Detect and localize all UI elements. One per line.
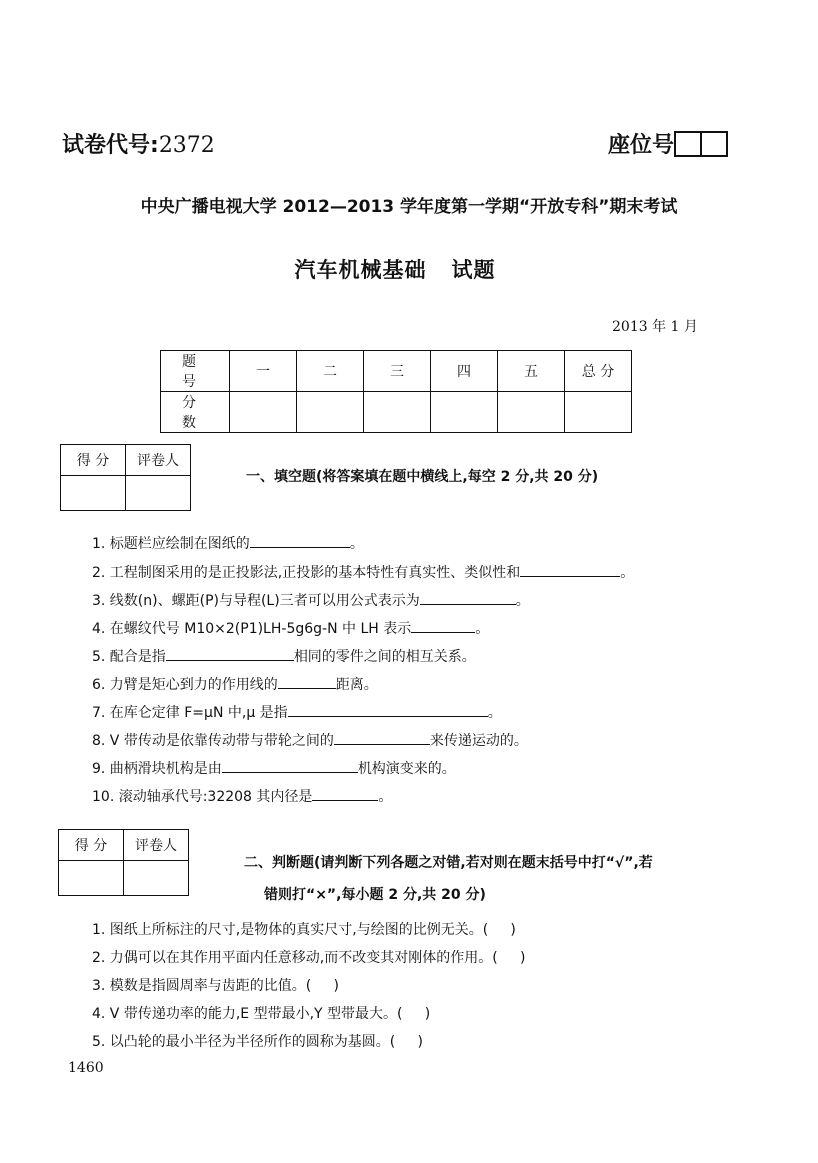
score-input-cell — [565, 392, 632, 433]
judge-question: 4. V 带传递功率的能力,E 型带最小,Y 型带最大。( ) — [92, 1006, 431, 1022]
judge-question: 1. 图纸上所标注的尺寸,是物体的真实尺寸,与绘图的比例无关。( ) — [92, 922, 516, 938]
fill-question: 1. 标题栏应绘制在图纸的 。 — [92, 533, 364, 553]
score-table-cell: 五 — [498, 351, 565, 392]
grader-name-label: 评卷人 — [124, 830, 189, 861]
grader-name-cell — [124, 861, 189, 896]
exam-code — [62, 128, 215, 159]
score-table-header-row — [161, 351, 632, 392]
judge-question: 2. 力偶可以在其作用平面内任意移动,而不改变其对刚体的作用。( ) — [92, 950, 526, 966]
fill-question: 9. 曲柄滑块机构是由 机构演变来的。 — [92, 758, 456, 778]
score-table-cell: 总 分 — [565, 351, 632, 392]
grader-score-cell — [61, 476, 126, 511]
grader-box-1 — [60, 444, 191, 511]
score-table — [160, 350, 632, 433]
university-line: 中央广播电视大学 2012—2013 学年度第一学期“开放专科”期末考试 — [140, 197, 678, 217]
score-input-cell — [498, 392, 565, 433]
answer-blank — [312, 786, 378, 801]
page-number: 1460 — [68, 1060, 104, 1076]
section2-title-line2: 错则打“×”,每小题 2 分,共 20 分) — [264, 887, 486, 903]
fill-question: 3. 线数(n)、螺距(P)与导程(L)三者可以用公式表示为 。 — [92, 590, 530, 610]
exam-code-label: 试卷代号: — [62, 133, 159, 158]
grader-score-cell — [59, 861, 124, 896]
grader-score-label: 得 分 — [61, 445, 126, 476]
section2-title-line1: 二、判断题(请判断下列各题之对错,若对则在题末括号中打“√”,若 — [244, 855, 653, 871]
fill-question: 6. 力臂是矩心到力的作用线的 距离。 — [92, 674, 378, 694]
grader-name-cell — [126, 476, 191, 511]
score-table-cell: 二 — [297, 351, 364, 392]
answer-blank — [222, 758, 358, 773]
grader-name-label: 评卷人 — [126, 445, 191, 476]
grader-score-label: 得 分 — [59, 830, 124, 861]
answer-blank — [278, 674, 336, 689]
fill-question: 4. 在螺纹代号 M10×2(P1)LH-5g6g-N 中 LH 表示 。 — [92, 618, 489, 638]
answer-blank — [334, 730, 430, 745]
answer-blank — [166, 646, 294, 661]
answer-blank — [288, 702, 488, 717]
grader-box-2 — [58, 829, 189, 896]
section1-title: 一、填空题(将答案填在题中横线上,每空 2 分,共 20 分) — [246, 469, 599, 485]
seat-box-2 — [702, 131, 728, 157]
seat-box-1 — [674, 131, 702, 157]
score-table-cell: 题 号 — [161, 351, 230, 392]
fill-question: 8. V 带传动是依靠传动带与带轮之间的 来传递运动的。 — [92, 730, 528, 750]
score-input-cell — [230, 392, 297, 433]
exam-date: 2013 年 1 月 — [612, 319, 698, 335]
score-table-cell: 三 — [364, 351, 431, 392]
answer-blank — [411, 618, 475, 633]
fill-question: 10. 滚动轴承代号:32208 其内径是 。 — [92, 786, 392, 806]
judge-question: 3. 模数是指圆周率与齿距的比值。( ) — [92, 978, 339, 994]
page-title: 汽车机械基础 试题 — [294, 258, 496, 282]
score-table-cell: 四 — [431, 351, 498, 392]
score-input-cell — [297, 392, 364, 433]
score-input-cell — [431, 392, 498, 433]
score-input-cell — [364, 392, 431, 433]
answer-blank — [420, 590, 516, 605]
answer-blank — [250, 533, 350, 548]
judge-question: 5. 以凸轮的最小半径为半径所作的圆称为基圆。( ) — [92, 1034, 423, 1050]
exam-code-value: 2372 — [158, 133, 215, 158]
fill-question: 7. 在库仑定律 F=μN 中,μ 是指 。 — [92, 702, 502, 722]
fill-question: 2. 工程制图采用的是正投影法,正投影的基本特性有真实性、类似性和 。 — [92, 562, 634, 582]
seat-label: 座位号 — [608, 133, 675, 158]
score-table-score-row — [161, 392, 632, 433]
score-table-cell: 一 — [230, 351, 297, 392]
score-table-cell: 分 数 — [161, 392, 230, 433]
seat-number — [608, 128, 728, 159]
fill-question: 5. 配合是指 相同的零件之间的相互关系。 — [92, 646, 476, 666]
answer-blank — [520, 562, 620, 577]
